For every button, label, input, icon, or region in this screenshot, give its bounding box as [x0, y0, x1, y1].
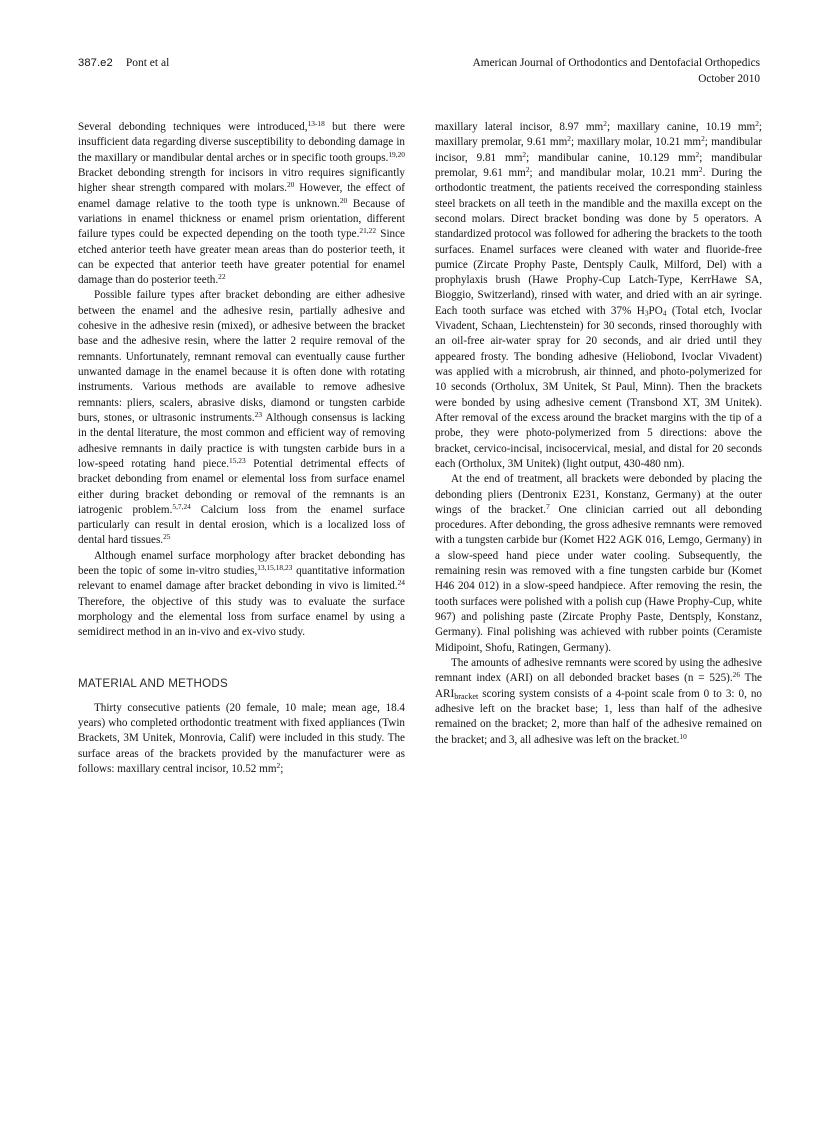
spacer — [78, 641, 405, 677]
right-column — [435, 120, 762, 777]
text-run: scoring system consists of a 4-point scale from 0 to 3: 0, no adhesive left on the bracket base; 1, less than half of the adhesive remained on the bracket; 2, more than half of the adhesive remained on the bracket; and 3, all adhesive was left on the bracket. — [435, 687, 762, 746]
paragraph — [435, 472, 762, 656]
paragraph — [435, 656, 762, 748]
citation-ref: 10 — [679, 731, 687, 741]
citation-ref: 19,20 — [388, 149, 405, 159]
unit-exponent: 2 — [755, 119, 759, 129]
text-run: ; maxillary canine, 10.19 mm — [606, 121, 756, 133]
paragraph — [78, 549, 405, 641]
issue-date: October 2010 — [698, 72, 760, 85]
unit-exponent: 2 — [525, 165, 530, 175]
spacer — [78, 690, 405, 701]
unit-exponent: 2 — [567, 134, 571, 144]
text-run: Because of variations in enamel thickness or enamel prism orientation, different failure types could be expected depending on the tooth type. — [78, 197, 406, 241]
unit-exponent: 2 — [522, 149, 527, 159]
citation-ref: 15,23 — [229, 456, 246, 466]
text-run: but there were insufficient data regarding diverse susceptibility to debonding damage in the maxillary or mandibular dental arches or in specific tooth groups. — [78, 121, 405, 164]
text-run: PO — [648, 304, 663, 317]
running-head — [78, 56, 760, 87]
citation-ref: 5,7,24 — [172, 501, 191, 511]
text-run: One clinician carried out all debonding procedures. After debonding, the gross adhesive remnants were removed with a tungsten carbide bur (Komet H22 AGK 016, Lemgo, Germany) in a slow-speed hand piece under water cooling. Subsequently, the remaining resin was removed with a fine tungsten carbide bur (Komet H46 204 012) in a slow-speed handpiece. After removing the resin, the tooth surfaces were polished with a polish cup (Hawe Prophy-Cup, white 967) and polishing paste (Zircate Prophy Paste, Dentsply, Konstanz, Germany). Final polishing was achieved with rubber points (Ceramiste Midipoint, Shofu, Ratingen, Germany). — [435, 503, 763, 654]
citation-ref: 26 — [732, 670, 741, 680]
unit-exponent: 2 — [701, 134, 705, 144]
text-run: Potential detrimental effects of bracket debonding from enamel or elemental loss from surface enamel either during bracket debonding or removal of the remnants is an iatrogenic problem. — [78, 457, 406, 516]
text-run: Therefore, the objective of this study was to evaluate the surface morphology and the elemental loss from surface enamel by using a semidirect method in an in-vivo and ex-vivo study. — [78, 595, 405, 639]
citation-ref: 22 — [218, 272, 226, 282]
unit-exponent: 2 — [603, 119, 607, 129]
citation-ref: 20 — [286, 180, 295, 190]
text-run: ; mandibular incisor, 9.81 mm — [435, 136, 762, 164]
text-run: The ARI — [435, 672, 763, 700]
text-run: . During the orthodontic treatment, the patients received the corresponding stainless steel brackets on all teeth in the mandible and the maxilla except on the second molars. Direct bracket bonding was done by 5 operators. A standardized protocol was followed for adhering the brackets to the tooth surfaces. Enamel surfaces were cleaned with water and fluoride-free pumice (Zircate Prophy Paste, Dentsply Caulk, Milford, Del) with a prophylaxis brush (Hawe Prophy-Cup Latch-Type, KerrHawe SA, Bioggio, Switzerland), rinsed with water, and dried with an air syringe. Each tooth surface was etched with 37% H — [435, 166, 762, 317]
text-run: ; — [280, 762, 284, 775]
citation-ref: 7 — [546, 501, 550, 511]
body-columns — [78, 120, 762, 777]
text-run: quantitative information relevant to enamel damage after bracket debonding in vivo is limited. — [78, 565, 405, 593]
text-run: At the end of treatment, all brackets were debonded by placing the debonding pliers (Dentronix E231, Konstanz, Germany) at the outer wings of the bracket. — [435, 473, 762, 516]
unit-exponent: 2 — [276, 761, 281, 771]
text-run: The amounts of adhesive remnants were scored by using the adhesive remnant index (ARI) on all debonded bracket bases (n = 525). — [435, 656, 762, 685]
page-folio: 387.e2 — [78, 57, 113, 69]
text-run: ; maxillary molar, 10.21 mm — [570, 136, 702, 149]
text-run: Bracket debonding strength for incisors in vitro requires significantly higher shear strength compared with molars. — [78, 166, 405, 195]
text-run: ; mandibular premolar, 9.61 mm — [435, 151, 762, 179]
text-run: Although enamel surface morphology after bracket debonding has been the topic of some in-vitro studies, — [78, 549, 405, 578]
text-run: maxillary lateral incisor, 8.97 mm — [435, 121, 604, 133]
chemical-subscript: 4 — [662, 308, 667, 318]
text-run: Thirty consecutive patients (20 female, 10 male; mean age, 18.4 years) who completed orthodontic treatment with fixed appliances (Twin Brackets, 3M Unitek, Monrovia, Calif) were included in this study. The surface areas of the brackets provided by the manufacturer were as follows: maxillary central incisor, 10.52 mm — [78, 701, 405, 775]
text-run: Although consensus is lacking in the dental literature, the most common and efficient way of removing adhesive remnants in daily practice is with tungsten carbide burs in a low-speed rotating hand piece. — [78, 411, 406, 470]
text-run: Calcium loss from the enamel surface particularly can result in dental erosion, which is a localized loss of dental hard tissues. — [78, 503, 405, 547]
text-run: Possible failure types after bracket debonding are either adhesive between the enamel and the adhesive resin, partially adhesive and cohesive in the adhesive resin (mixed), or adhesive between the bracket base and the adhesive resin, where the latter 2 require removal of the remnants. Unfortunately, remnant removal can eventually cause further unwanted damage in the enamel because it is often done with rotating instruments. Various methods are available to remove adhesive remnants: pliers, scalers, abrasive disks, diamond or tungsten carbide burs, stones, or ultrasonic instruments. — [78, 289, 405, 424]
chemical-subscript: 3 — [644, 308, 649, 318]
text-run: ; and mandibular molar, 10.21 mm — [529, 166, 699, 179]
citation-ref: 13-18 — [307, 119, 325, 129]
citation-ref: 20 — [339, 195, 348, 205]
running-authors: Pont et al — [125, 57, 170, 69]
text-run: Since etched anterior teeth have greater mean areas than do posterior teeth, it can be expected that anterior teeth have greater potential for enamel damage than do posterior teeth. — [78, 228, 405, 287]
paragraph — [78, 288, 405, 548]
section-heading-material-and-methods: MATERIAL AND METHODS — [78, 676, 228, 690]
text-run: ; mandibular canine, 10.129 mm — [526, 151, 696, 164]
unit-exponent: 2 — [695, 149, 700, 159]
running-head-right — [473, 56, 760, 87]
text-run: Several debonding techniques were introduced, — [78, 121, 308, 133]
paragraph — [435, 120, 762, 472]
citation-ref: 13,15,18,23 — [257, 563, 293, 573]
paragraph — [78, 701, 405, 778]
text-run: However, the effect of enamel damage relative to the tooth type is unknown. — [78, 182, 405, 210]
citation-ref: 23 — [254, 410, 263, 420]
citation-ref: 21,22 — [359, 226, 377, 236]
text-run: ; maxillary premolar, 9.61 mm — [435, 121, 763, 149]
citation-ref: 24 — [397, 578, 405, 588]
index-subscript: bracket — [454, 691, 479, 701]
text-run: (Total etch, Ivoclar Vivadent, Schaan, Liechtenstein) for 30 seconds, rinsed thoroughly with an oil-free air-water spray for 20 seconds, and air dried until they appeared frosty. The bonding adhesive (Heliobond, Ivoclar Vivadent) was applied with a microbrush, air thinned, and photo-polymerized for 10 seconds (Ortholux, 3M Unitek, St Paul, Minn). Then the brackets were bonded by using adhesive cement (Transbond XT, 3M Unitek). After removal of the excess around the bracket margins with the tip of a probe, they were photo-polymerized from 5 directions: above the bracket, cervico-incisal, incisocervical, mesial, and distal for 20 seconds each (Ortholux, 3M Unitek) (light output, 430-480 nm). — [435, 304, 762, 470]
citation-ref: 25 — [163, 532, 171, 542]
journal-title: American Journal of Orthodontics and Dentofacial Orthopedics — [472, 57, 760, 69]
unit-exponent: 2 — [698, 165, 703, 175]
left-column — [78, 120, 405, 777]
running-head-left — [78, 56, 169, 70]
paragraph — [78, 120, 405, 288]
